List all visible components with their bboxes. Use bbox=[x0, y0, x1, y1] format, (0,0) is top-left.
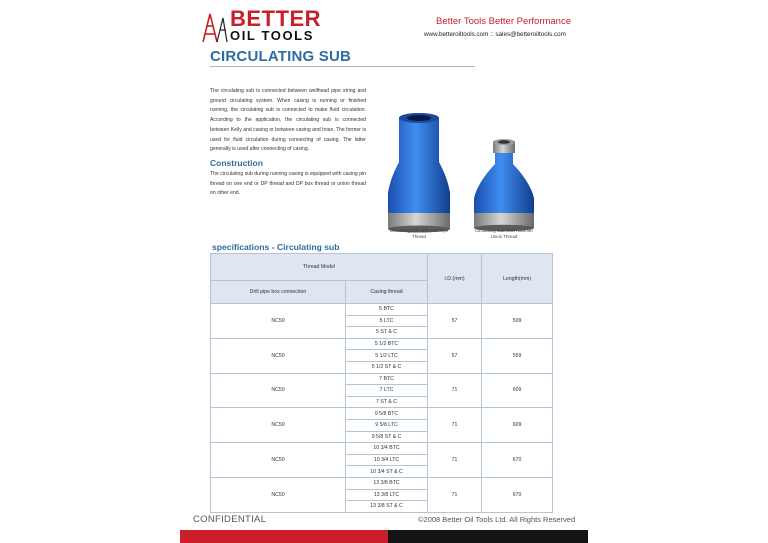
header-thread-model: Thread Model bbox=[211, 254, 428, 281]
circulating-sub-hammer-union-image bbox=[466, 138, 542, 233]
id-cell: 57 bbox=[428, 338, 482, 373]
id-cell: 57 bbox=[428, 304, 482, 339]
casing-thread-cell: 10 3/4 BTC bbox=[346, 443, 428, 455]
header-casing-thread: Casing thread bbox=[346, 281, 428, 304]
casing-thread-cell: 13 3/8 LTC bbox=[346, 489, 428, 501]
id-cell: 71 bbox=[428, 373, 482, 408]
tagline: Better Tools Better Performance bbox=[436, 16, 571, 27]
table-row bbox=[211, 443, 553, 455]
casing-thread-cell: 9 5/8 BTC bbox=[346, 408, 428, 420]
brand-name: BETTER bbox=[230, 6, 321, 31]
confidential-label: CONFIDENTIAL bbox=[193, 514, 267, 525]
casing-thread-cell: 13 3/8 ST & C bbox=[346, 501, 428, 513]
length-cell: 670 bbox=[482, 477, 553, 512]
table-row bbox=[211, 408, 553, 420]
drill-pipe-cell: NC50 bbox=[211, 443, 346, 478]
id-cell: 71 bbox=[428, 408, 482, 443]
casing-thread-cell: 7 LTC bbox=[346, 385, 428, 397]
circulating-sub-drill-pipe-image bbox=[380, 107, 458, 233]
table-row bbox=[211, 304, 553, 316]
id-cell: 71 bbox=[428, 477, 482, 512]
image-caption: Circulating Sub With Hammer Union Thread bbox=[475, 228, 533, 239]
casing-thread-cell: 9 5/8 ST & C bbox=[346, 431, 428, 443]
footer-bar-black bbox=[388, 530, 588, 543]
casing-thread-cell: 10 3/4 LTC bbox=[346, 454, 428, 466]
drill-pipe-cell: NC50 bbox=[211, 477, 346, 512]
table-row bbox=[211, 373, 553, 385]
title-divider bbox=[210, 66, 475, 67]
intro-paragraph: The circulating sub is connected between wellhead pipe string and ground circulating system. When casing is running or finished running, the circulating sub is connected to make fluid circulation. According to the application, the circulating sub is connected between Kelly and casing or between casing and hose. The former is used for fluid circulation during connecting of casing. The latter generally is used after connecting of casing. bbox=[210, 88, 366, 153]
footer-bar-red bbox=[180, 530, 388, 543]
contact-line[interactable]: www.betteroiltools.com :: sales@betteroiltools.com bbox=[424, 31, 566, 38]
brand-subtitle: OIL TOOLS bbox=[230, 28, 314, 43]
casing-thread-cell: 5 BTC bbox=[346, 304, 428, 316]
construction-paragraph: The circulating sub during running casing is equipped with casing pin thread on one end or DP thread and DP box thread or union thread on other end. bbox=[210, 171, 366, 197]
casing-thread-cell: 5 1/2 ST & C bbox=[346, 361, 428, 373]
id-cell: 71 bbox=[428, 443, 482, 478]
casing-thread-cell: 5 LTC bbox=[346, 315, 428, 327]
drill-pipe-cell: NC50 bbox=[211, 338, 346, 373]
table-row bbox=[211, 338, 553, 350]
length-cell: 609 bbox=[482, 408, 553, 443]
header-length: Length(mm) bbox=[482, 254, 553, 304]
page-title: CIRCULATING SUB bbox=[210, 48, 352, 65]
specifications-heading: specifications - Circulating sub bbox=[212, 242, 340, 252]
specifications-table bbox=[210, 253, 553, 513]
casing-thread-cell: 5 1/2 BTC bbox=[346, 338, 428, 350]
length-cell: 609 bbox=[482, 373, 553, 408]
casing-thread-cell: 7 BTC bbox=[346, 373, 428, 385]
casing-thread-cell: 10 3/4 ST & C bbox=[346, 466, 428, 478]
length-cell: 670 bbox=[482, 443, 553, 478]
casing-thread-cell: 13 3/8 BTC bbox=[346, 477, 428, 489]
image-caption: Circulating Sub With Drill Pipe Thread bbox=[389, 228, 449, 239]
drill-pipe-cell: NC50 bbox=[211, 408, 346, 443]
casing-thread-cell: 9 5/8 LTC bbox=[346, 419, 428, 431]
header-id: I.D.(mm) bbox=[428, 254, 482, 304]
length-cell: 509 bbox=[482, 304, 553, 339]
casing-thread-cell: 7 ST & C bbox=[346, 396, 428, 408]
casing-thread-cell: 5 1/2 LTC bbox=[346, 350, 428, 362]
header-drill-pipe: Drill pipe box connection bbox=[211, 281, 346, 304]
copyright-text: ©2008 Better Oil Tools Ltd. All Rights Reserved bbox=[418, 515, 576, 524]
drill-pipe-cell: NC50 bbox=[211, 304, 346, 339]
construction-heading: Construction bbox=[210, 158, 263, 168]
table-row bbox=[211, 477, 553, 489]
drill-pipe-cell: NC50 bbox=[211, 373, 346, 408]
logo-icon bbox=[199, 8, 229, 44]
length-cell: 559 bbox=[482, 338, 553, 373]
casing-thread-cell: 5 ST & C bbox=[346, 327, 428, 339]
